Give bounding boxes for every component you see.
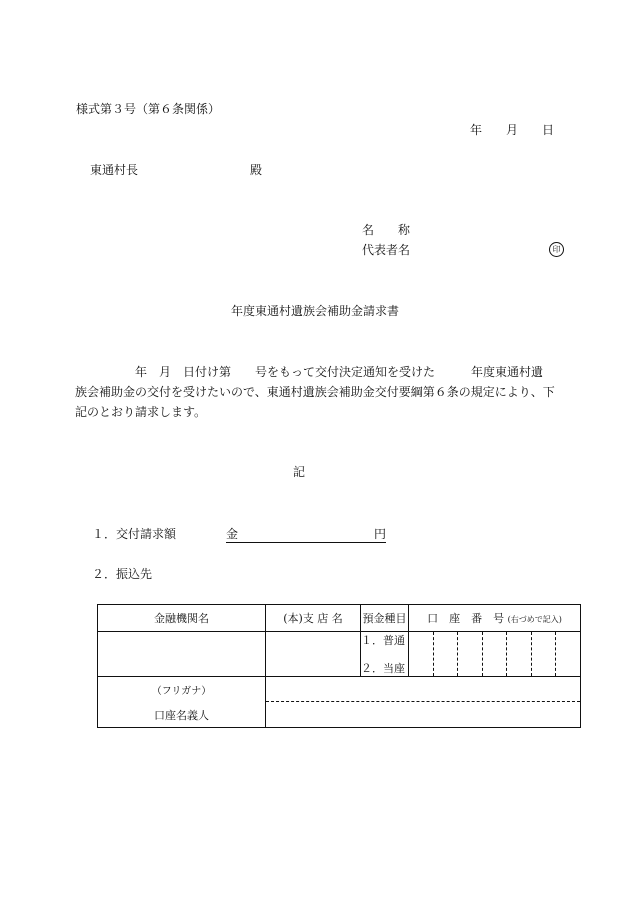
bank-table-entry-row: [98, 632, 581, 677]
body-line-3: 記のとおり請求します。: [75, 405, 207, 419]
account-digit-box[interactable]: [532, 632, 557, 676]
account-holder-label-cell: [98, 677, 266, 728]
seal-mark: 印: [549, 242, 564, 257]
account-digit-grid: [409, 632, 580, 676]
item-request-amount-label: １．交付請求額: [92, 527, 177, 541]
account-holder-input-cell[interactable]: [266, 677, 581, 728]
furigana-label: （フリガナ）: [151, 685, 212, 697]
amount-suffix: 円: [373, 527, 386, 541]
account-number-cell[interactable]: [409, 632, 581, 677]
date-month: 月: [506, 123, 519, 137]
deposit-option-ordinary[interactable]: １．普通: [361, 634, 405, 647]
representative-label: 代表者名: [362, 243, 411, 257]
account-number-header: 口 座 番 号 (右づめで記入): [409, 605, 581, 632]
furigana-divider: [266, 701, 580, 702]
account-digit-box[interactable]: [483, 632, 508, 676]
date-day: 日: [542, 123, 555, 137]
document-title: 年度東通村遺族会補助金請求書: [230, 304, 399, 318]
account-number-note: (右づめで記入): [507, 615, 562, 624]
item-transfer-label: ２．振込先: [92, 567, 153, 581]
bank-table-header-row: [98, 605, 581, 632]
deposit-option-current[interactable]: ２．当座: [361, 662, 405, 675]
bank-account-table: [97, 604, 581, 728]
addressee: 東通村長: [90, 163, 139, 177]
branch-name-cell[interactable]: [266, 632, 361, 677]
applicant-name-label: 名 称: [362, 223, 411, 237]
body-line-1: 年 月 日付け第 号をもって交付決定通知を受けた 年度東通村遺: [75, 365, 544, 379]
bank-name-header: 金融機関名: [98, 605, 266, 632]
account-holder-row: [98, 677, 581, 728]
date-year: 年: [470, 123, 483, 137]
body-line-2: 族会補助金の交付を受けたいので、東通村遺族会補助金交付要綱第６条の規定により、下: [75, 385, 555, 399]
account-digit-box[interactable]: [458, 632, 483, 676]
account-digit-box[interactable]: [434, 632, 459, 676]
date-line: [470, 124, 554, 136]
deposit-type-cell[interactable]: [361, 632, 409, 677]
form-number: 様式第３号（第６条関係）: [76, 102, 221, 116]
amount-prefix: 金: [226, 527, 239, 541]
bank-name-cell[interactable]: [98, 632, 266, 677]
account-holder-label: 口座名義人: [154, 708, 209, 722]
body-text: [75, 362, 567, 422]
amount-field[interactable]: [226, 528, 386, 543]
account-digit-box[interactable]: [409, 632, 434, 676]
branch-name-header: (本)支 店 名: [266, 605, 361, 632]
account-digit-box[interactable]: [507, 632, 532, 676]
honorific: 殿: [250, 163, 263, 177]
account-digit-box[interactable]: [556, 632, 580, 676]
ki-heading: 記: [293, 465, 306, 479]
deposit-type-header: 預金種目: [361, 605, 409, 632]
